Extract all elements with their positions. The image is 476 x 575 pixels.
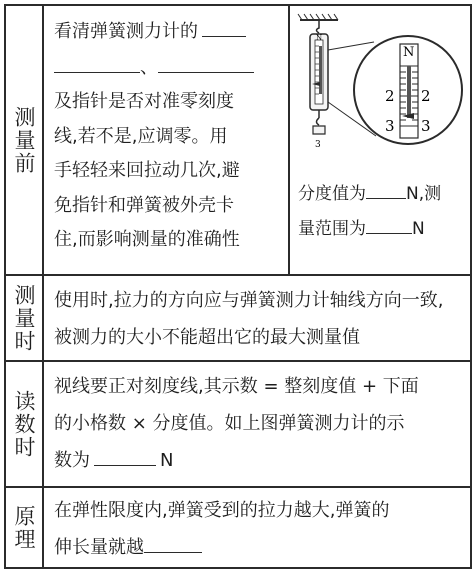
tick-label-left-3: 3	[385, 117, 395, 135]
hook-label: 3	[315, 140, 321, 150]
row-header-principle: 原理	[6, 488, 44, 567]
reading-blank[interactable]	[94, 443, 156, 466]
tick-label-right-3: 3	[421, 117, 431, 135]
row-principle	[6, 488, 470, 567]
tick-label-left-2: 2	[385, 87, 395, 105]
row-header-before: 测量前	[6, 6, 44, 274]
info-table	[4, 4, 472, 569]
row-header-while: 测量时	[6, 276, 44, 360]
row-while-measuring	[6, 276, 470, 362]
text-line: 线,若不是,应调零。用	[54, 125, 228, 147]
principle-text: 在弹性限度内,弹簧受到的拉力越大,弹簧的 伸长量就越	[54, 500, 390, 558]
spring-scale-figure	[290, 6, 470, 174]
weight-block	[313, 126, 325, 134]
magnify-line-top	[328, 42, 374, 50]
tick-label-right-2: 2	[421, 87, 431, 105]
answer-blank[interactable]	[54, 50, 140, 73]
text-line: 看清弹簧测力计的	[54, 21, 198, 42]
scale-big-label: N	[403, 45, 415, 60]
figure-cell	[290, 6, 470, 274]
while-text: 使用时,拉力的方向应与弹簧测力计轴线方向一致,被测力的大小不能超出它的最大测量值	[54, 290, 444, 348]
top-hook	[317, 20, 320, 33]
text-line: 手轻轻来回拉动几次,避	[54, 160, 240, 181]
magnified-spring	[407, 66, 411, 118]
division-value-blank[interactable]	[366, 176, 406, 199]
text-line: 住,而影响测量的准确性	[54, 229, 240, 250]
answer-blank[interactable]	[158, 50, 254, 73]
spring-indicator	[319, 46, 322, 94]
reading-text: 视线要正对刻度线,其示数 = 整刻度值 + 下面 的小格数 × 分度值。如上图弹簧测力计的示 数为 N	[54, 376, 419, 471]
range-blank[interactable]	[366, 211, 412, 234]
text-line: 、	[140, 56, 158, 78]
bottom-hook	[317, 118, 320, 125]
text-line: 免指针和弹簧被外壳卡	[54, 194, 234, 216]
text-line: 及指针是否对准零刻度	[54, 91, 234, 112]
figure-question: 分度值为 N,测 量范围为 N	[298, 176, 466, 246]
before-text	[44, 6, 290, 274]
answer-blank[interactable]	[202, 14, 246, 37]
row-before-measuring	[6, 6, 470, 276]
principle-blank[interactable]	[144, 530, 202, 553]
row-reading	[6, 362, 470, 488]
scale-small-label: N	[316, 34, 323, 42]
row-header-reading: 读数时	[6, 362, 44, 486]
